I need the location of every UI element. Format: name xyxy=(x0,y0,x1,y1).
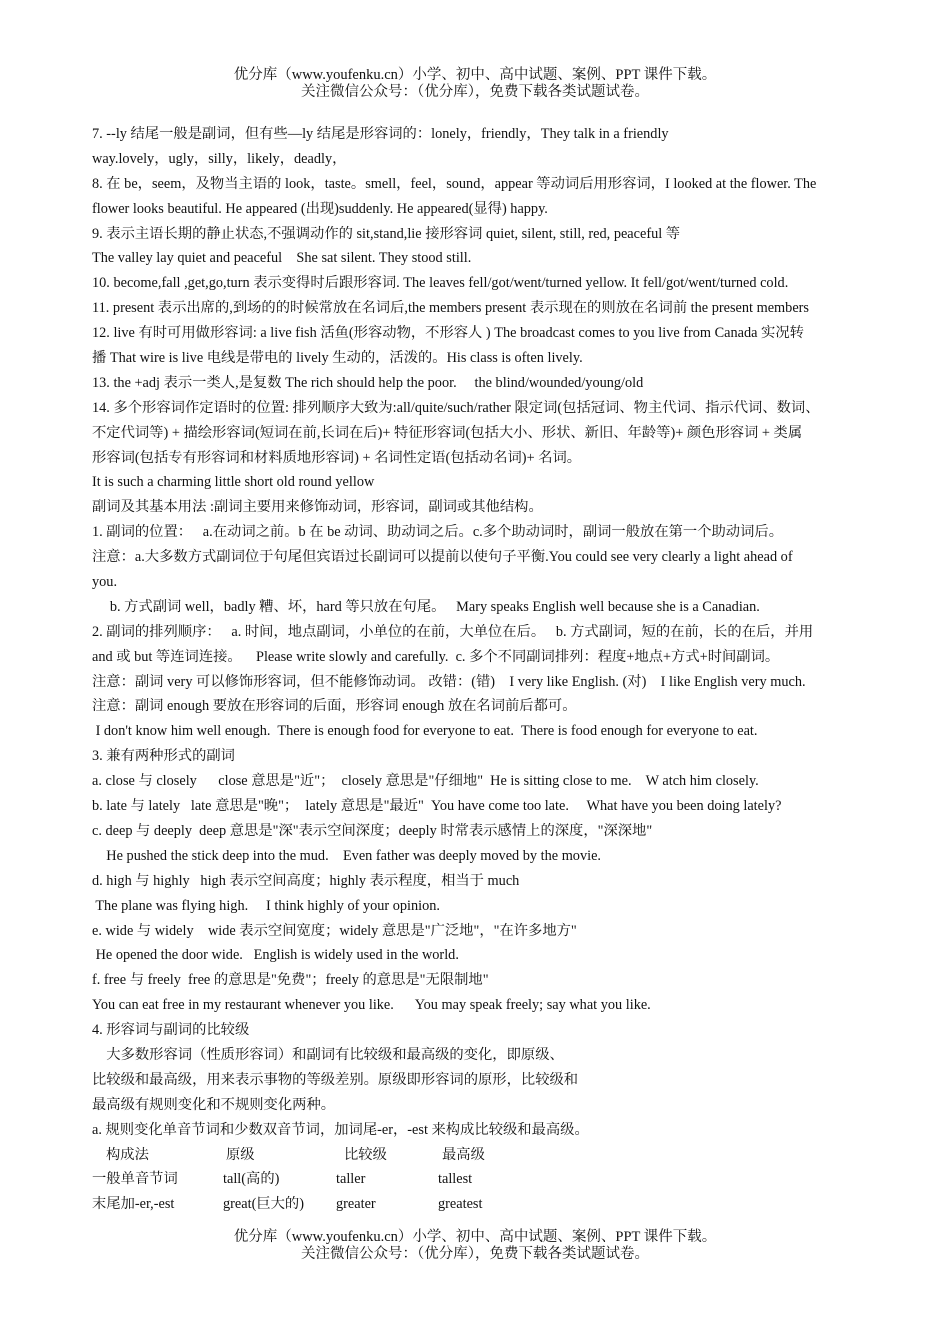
text-line: 副词及其基本用法 :副词主要用来修饰动词，形容词，副词或其他结构。 xyxy=(92,499,543,516)
text-line: He opened the door wide. English is widely used in the world. xyxy=(92,947,459,964)
text-line: 注意：副词 enough 要放在形容词的后面，形容词 enough 放在名词前后都可。 xyxy=(92,698,577,715)
text-line: 14. 多个形容词作定语时的位置: 排列顺序大致为:all/quite/such/rather 限定词(包括冠词、物主代词、指示代词、数词、 xyxy=(92,399,820,416)
text-line: You can eat free in my restaurant whenever you like. You may speak freely; say what you like. xyxy=(92,997,651,1014)
text-line: It is such a charming little short old round yellow xyxy=(92,474,375,491)
text-line: 7. --ly 结尾一般是副词，但有些—ly 结尾是形容词的：lonely，friendly，They talk in a friendly xyxy=(92,126,669,142)
table-cell: tallest xyxy=(438,1171,473,1188)
table-cell: 末尾加-er,-est xyxy=(92,1196,175,1213)
page-footer xyxy=(0,1229,950,1263)
text-line: f. free 与 freely free 的意思是"免费"；freely 的意思是"无限制地" xyxy=(92,972,489,989)
text-line: 注意：a.大多数方式副词位于句尾但宾语过长副词可以提前以使句子平衡.You could see very clearly a light ahead of xyxy=(92,549,793,566)
text-line: 播 That wire is live 电线是带电的 lively 生动的，活泼的。His class is often lively. xyxy=(92,350,583,367)
text-line: 4. 形容词与副词的比较级 xyxy=(92,1022,250,1039)
table-cell: great(巨大的) xyxy=(223,1196,304,1213)
text-line: 最高级有规则变化和不规则变化两种。 xyxy=(92,1096,336,1113)
text-line: b. 方式副词 well，badly 糟、坏，hard 等只放在句尾。 Mary speaks English well because she is a Canadian. xyxy=(92,598,760,615)
text-line: a. close 与 closely close 意思是"近"； closely 意思是"仔细地" He is sitting close to me. W atch him closely. xyxy=(92,773,759,790)
table-cell: greatest xyxy=(438,1196,483,1213)
text-line: 注意：副词 very 可以修饰形容词，但不能修饰动词。 改错：(错) I very like English. (对) I like English very much. xyxy=(92,673,806,690)
text-line: 13. the +adj 表示一类人,是复数 The rich should help the poor. the blind/wounded/young/old xyxy=(92,374,644,391)
header-line-2: 关注微信公众号：（优分库），免费下载各类试题试卷。 xyxy=(301,84,649,100)
text-line: The plane was flying high. I think highly of your opinion. xyxy=(92,897,440,914)
table-cell: 一般单音节词 xyxy=(92,1171,178,1188)
text-line: 3. 兼有两种形式的副词 xyxy=(92,748,235,765)
document-body xyxy=(92,122,872,1217)
table-cell: tall(高的) xyxy=(223,1171,280,1188)
text-line: 11. present 表示出席的,到场的的时候常放在名词后,the members present 表示现在的则放在名词前 the present members xyxy=(92,300,809,317)
text-line: 不定代词等) + 描绘形容词(短词在前,长词在后)+ 特征形容词(包括大小、形状、新旧、年龄等)+ 颜色形容词 + 类属 xyxy=(92,424,803,441)
page-header xyxy=(0,67,950,101)
text-line: way.lovely，ugly，silly，likely，deadly， xyxy=(92,150,347,167)
table-cell: 比较级 xyxy=(344,1146,387,1163)
table-cell: 构成法 xyxy=(106,1146,149,1163)
table-cell: taller xyxy=(336,1171,366,1188)
text-line: He pushed the stick deep into the mud. Even father was deeply moved by the movie. xyxy=(92,847,601,864)
header-line-1: 优分库（www.youfenku.cn）小学、初中、高中试题、案例、PPT 课件下载。 xyxy=(233,67,717,83)
table-header-row xyxy=(92,1143,872,1168)
footer-line-2: 关注微信公众号：（优分库），免费下载各类试题试卷。 xyxy=(301,1246,649,1262)
text-line: The valley lay quiet and peaceful She sat silent. They stood still. xyxy=(92,250,472,267)
text-line: 8. 在 be，seem，及物当主语的 look，taste。smell，feel，sound，appear 等动词后用形容词，I looked at the flower. The xyxy=(92,175,817,192)
text-line: and 或 but 等连词连接。 Please write slowly and carefully. c. 多个不同副词排列：程度+地点+方式+时间副词。 xyxy=(92,648,780,665)
text-line: a. 规则变化单音节词和少数双音节词，加词尾-er，-est 来构成比较级和最高级。 xyxy=(92,1121,589,1138)
text-line: b. late 与 lately late 意思是"晚"； lately 意思是"最近" You have come too late. What have you been doing lately? xyxy=(92,798,782,815)
text-line: you. xyxy=(92,574,118,591)
footer-line-1: 优分库（www.youfenku.cn）小学、初中、高中试题、案例、PPT 课件下载。 xyxy=(233,1229,717,1245)
text-line: flower looks beautiful. He appeared (出现)suddenly. He appeared(显得) happy. xyxy=(92,200,548,217)
text-line: 9. 表示主语长期的静止状态,不强调动作的 sit,stand,lie 接形容词 quiet, silent, still, red, peaceful 等 xyxy=(92,225,681,242)
text-line: c. deep 与 deeply deep 意思是"深"表示空间深度；deeply 时常表示感情上的深度，"深深地" xyxy=(92,822,653,839)
text-line: 1. 副词的位置： a.在动词之前。b 在 be 动词、助动词之后。c.多个助动词时，副词一般放在第一个助动词后。 xyxy=(92,524,783,541)
text-line: 10. become,fall ,get,go,turn 表示变得时后跟形容词. The leaves fell/got/went/turned yellow. It fell/got/went/turned cold. xyxy=(92,275,789,292)
text-line: 形容词(包括专有形容词和材料质地形容词) + 名词性定语(包括动名词)+ 名词。 xyxy=(92,449,582,466)
text-line: 大多数形容词（性质形容词）和副词有比较级和最高级的变化，即原级、 xyxy=(92,1046,564,1063)
table-row xyxy=(92,1167,872,1192)
table-cell: 最高级 xyxy=(442,1146,485,1163)
table-cell: 原级 xyxy=(226,1146,255,1163)
table-row xyxy=(92,1192,872,1217)
text-line: 比较级和最高级，用来表示事物的等级差别。原级即形容词的原形，比较级和 xyxy=(92,1071,579,1088)
text-line: d. high 与 highly high 表示空间高度；highly 表示程度，相当于 much xyxy=(92,872,520,889)
text-line: 2. 副词的排列顺序： a. 时间，地点副词，小单位的在前，大单位在后。 b. 方式副词，短的在前，长的在后，并用 xyxy=(92,623,814,640)
table-cell: greater xyxy=(336,1196,376,1213)
text-line: e. wide 与 widely wide 表示空间宽度；widely 意思是"广泛地"，"在许多地方" xyxy=(92,922,577,939)
text-line: 12. live 有时可用做形容词: a live fish 活鱼(形容动物，不形容人 ) The broadcast comes to you live from Canada 实况转 xyxy=(92,325,804,342)
text-line: I don't know him well enough. There is enough food for everyone to eat. There is food enough for everyone to eat. xyxy=(92,723,758,740)
